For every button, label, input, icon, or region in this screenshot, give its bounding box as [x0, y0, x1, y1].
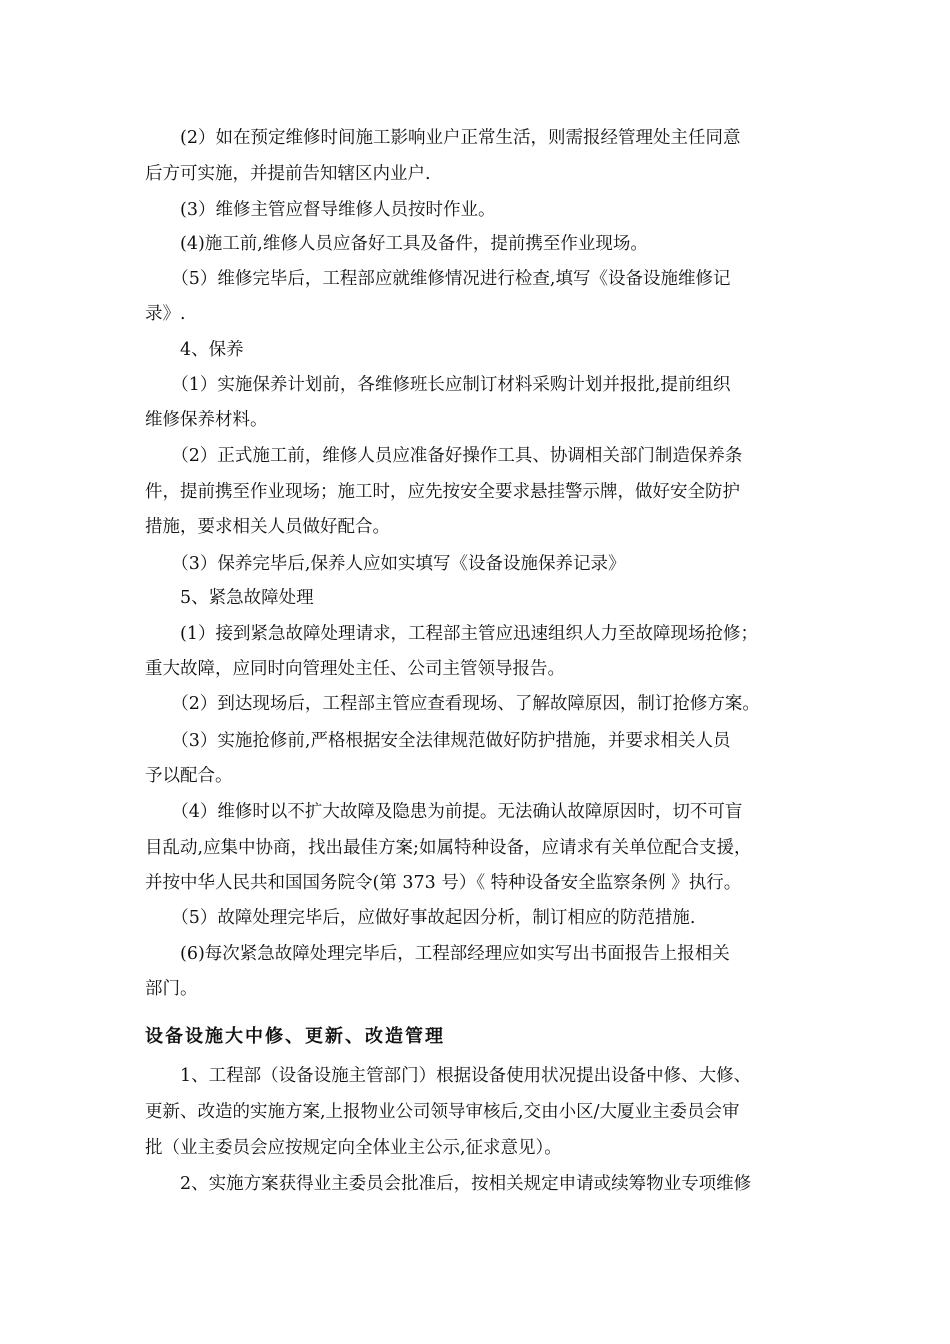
text-line: (3）维修主管应督导维修人员按时作业。 [145, 200, 496, 220]
text-line: 并按中华人民共和国国务院令(第 373 号）《 特种设备安全监察条例 》执行。 [145, 873, 742, 893]
text-line: （2）到达现场后，工程部主管应查看现场、了解故障原因，制订抢修方案。 [145, 694, 760, 714]
text-line: （2）正式施工前，维修人员应准备好操作工具、协调相关部门制造保养条 [145, 446, 743, 466]
text-line: （3）实施抢修前,严格根据安全法律规范做好防护措施，并要求相关人员 [145, 731, 731, 751]
text-line: 后方可实施，并提前告知辖区内业户. [145, 164, 431, 184]
text-line: （1）实施保养计划前，各维修班长应制订材料采购计划并报批,提前组织 [145, 375, 731, 395]
text-line: (6)每次紧急故障处理完毕后，工程部经理应如实写出书面报告上报相关 [145, 944, 730, 964]
text-line: (2）如在预定维修时间施工影响业户正常生活，则需报经管理处主任同意 [145, 128, 741, 148]
text-line: （4）维修时以不扩大故障及隐患为前提。无法确认故障原因时，切不可盲 [145, 802, 743, 822]
text-line: （5）故障处理完毕后，应做好事故起因分析，制订相应的防范措施. [145, 908, 696, 928]
section-number-heading: 4、保养 [145, 340, 244, 360]
text-line: 1、工程部（设备设施主管部门）根据设备使用状况提出设备中修、大修、 [145, 1066, 752, 1086]
text-line: 录》. [145, 304, 186, 324]
text-line: （3）保养完毕后,保养人应如实填写《设备设施保养记录》 [145, 554, 626, 574]
text-line: 更新、改造的实施方案,上报物业公司领导审核后,交由小区/大厦业主委员会审 [145, 1102, 740, 1122]
text-line: 批（业主委员会应按规定向全体业主公示,征求意见）。 [145, 1138, 562, 1158]
text-line: 措施，要求相关人员做好配合。 [145, 517, 390, 537]
text-line: 予以配合。 [145, 766, 233, 786]
text-line: 重大故障，应同时向管理处主任、公司主管领导报告。 [145, 659, 565, 679]
text-line: （5）维修完毕后，工程部应就维修情况进行检查,填写《设备设施维修记 [145, 269, 731, 289]
text-line: 目乱动,应集中协商，找出最佳方案;如属特种设备，应请求有关单位配合支援， [145, 838, 752, 858]
text-line: 2、实施方案获得业主委员会批准后，按相关规定申请或续筹物业专项维修 [145, 1174, 752, 1194]
text-line: 件，提前携至作业现场；施工时，应先按安全要求悬挂警示牌，做好安全防护 [145, 482, 740, 502]
text-line: 部门。 [145, 979, 198, 999]
text-line: (4)施工前,维修人员应备好工具及备件，提前携至作业现场。 [145, 234, 648, 254]
text-line: 维修保养材料。 [145, 410, 268, 430]
section-heading: 设备设施大中修、更新、改造管理 [145, 1026, 445, 1047]
text-line: (1）接到紧急故障处理请求，工程部主管应迅速组织人力至故障现场抢修； [145, 624, 758, 644]
section-number-heading: 5、紧急故障处理 [145, 588, 314, 608]
